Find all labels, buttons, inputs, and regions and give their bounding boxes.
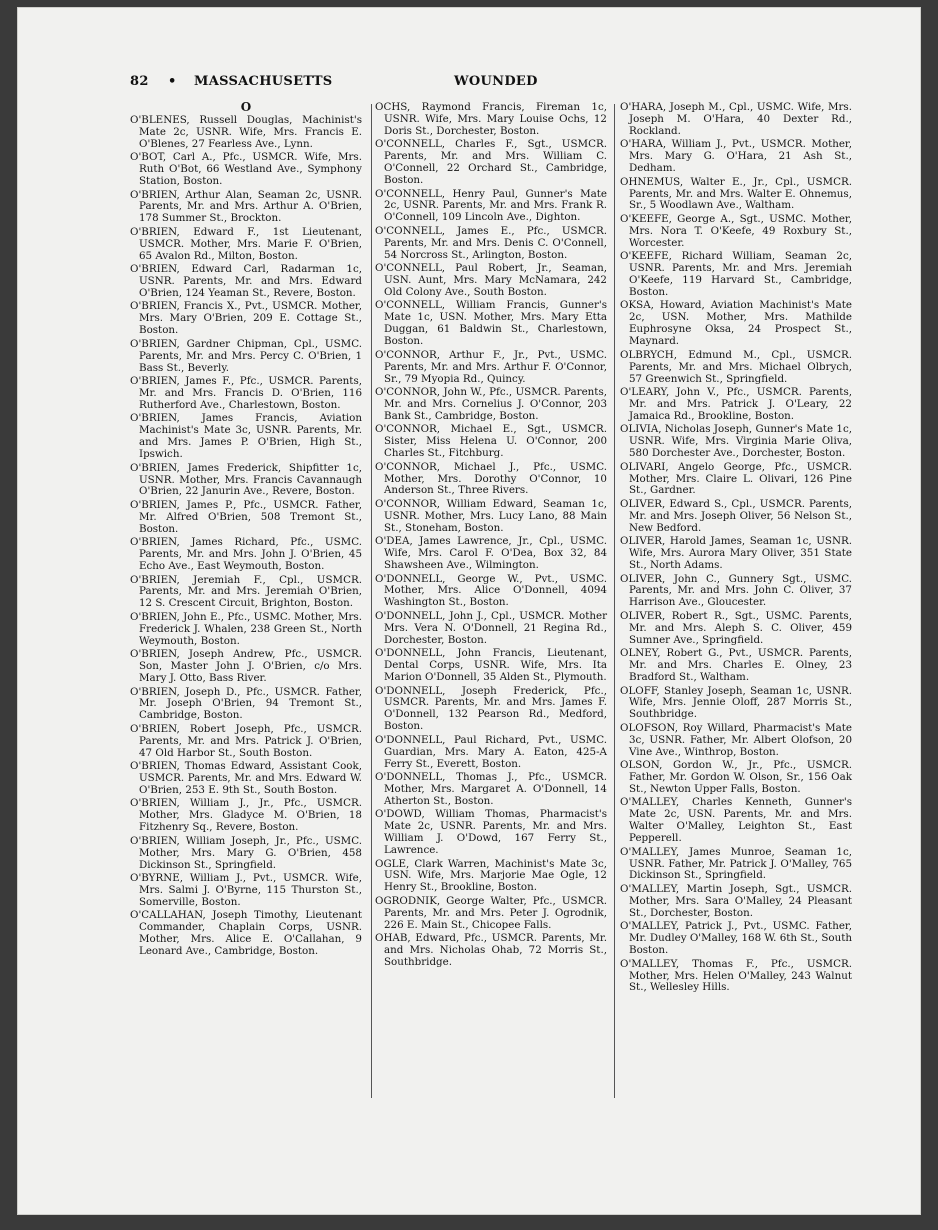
- casualty-entry: O'HARA, William J., Pvt., USMCR. Mother, Mrs. Mary G. O'Hara, 21 Ash St., Dedham.: [620, 138, 852, 175]
- casualty-entry: O'BRIEN, Jeremiah F., Cpl., USMCR. Parents, Mr. and Mrs. Jeremiah O'Brien, 12 S. Crescent Circuit, Brighton, Boston.: [130, 573, 362, 610]
- casualty-entry: O'CONNELL, William Francis, Gunner's Mate 1c, USN. Mother, Mrs. Mary Etta Duggan, 61 Baldwin St., Charlestown, Boston.: [375, 299, 607, 348]
- casualty-entry: OLOFSON, Roy Willard, Pharmacist's Mate 3c, USNR. Father, Mr. Albert Olofson, 20 Vine Ave., Winthrop, Boston.: [620, 721, 852, 758]
- casualty-entry: O'MALLEY, Charles Kenneth, Gunner's Mate 2c, USN. Parents, Mr. and Mrs. Walter O'Malley, Leighton St., East Pepperell.: [620, 796, 852, 845]
- section-letter: O: [240, 100, 252, 114]
- state-heading: MASSACHUSETTS: [194, 74, 333, 89]
- casualty-entry: OLNEY, Robert G., Pvt., USMCR. Parents, Mr. and Mrs. Charles E. Olney, 23 Bradford St., Waltham.: [620, 647, 852, 683]
- casualty-entry: O'BRIEN, Thomas Edward, Assistant Cook, USMCR. Parents, Mr. and Mrs. Edward W. O'Brien, 253 E. 9th St., South Boston.: [130, 760, 362, 796]
- casualty-entry: O'DEA, James Lawrence, Jr., Cpl., USMC. Wife, Mrs. Carol F. O'Dea, Box 32, 84 Shawsheen Ave., Wilmington.: [375, 535, 607, 572]
- casualty-entry: OGRODNIK, George Walter, Pfc., USMCR. Parents, Mr. and Mrs. Peter J. Ogrodnik, 226 E. Main St., Chicopee Falls.: [375, 894, 607, 931]
- column-divider: [371, 104, 372, 1098]
- casualty-entry: O'CONNOR, Arthur F., Jr., Pvt., USMC. Parents, Mr. and Mrs. Arthur F. O'Connor, Sr., 79 Myopia Rd., Quincy.: [375, 348, 607, 385]
- casualty-entry: OGLE, Clark Warren, Machinist's Mate 3c, USN. Wife, Mrs. Marjorie Mae Ogle, 12 Henry St., Brookline, Boston.: [375, 857, 607, 894]
- casualty-entry: O'BYRNE, William J., Pvt., USMCR. Wife, Mrs. Salmi J. O'Byrne, 115 Thurston St., Somerville, Boston.: [130, 872, 362, 908]
- casualty-entry: O'MALLEY, Martin Joseph, Sgt., USMCR. Mother, Mrs. Sara O'Malley, 24 Pleasant St., Dorchester, Boston.: [620, 882, 852, 919]
- casualty-entry: OLBRYCH, Edmund M., Cpl., USMCR. Parents, Mr. and Mrs. Michael Olbrych, 57 Greenwich St., Springfield.: [620, 348, 852, 385]
- casualty-entry: O'BRIEN, Robert Joseph, Pfc., USMCR. Parents, Mr. and Mrs. Patrick J. O'Brien, 47 Old Harbor St., South Boston.: [130, 722, 362, 759]
- casualty-entry: O'BRIEN, Francis X., Pvt., USMCR. Mother, Mrs. Mary O'Brien, 209 E. Cottage St., Boston.: [130, 300, 362, 337]
- casualty-entry: O'KEEFE, Richard William, Seaman 2c, USNR. Parents, Mr. and Mrs. Jeremiah O'Keefe, 119 Harvard St., Cambridge, Boston.: [620, 250, 852, 298]
- casualty-entry: O'DONNELL, John Francis, Lieutenant, Dental Corps, USNR. Wife, Mrs. Ita Marion O'Donnell, 35 Alden St., Plymouth.: [375, 647, 607, 683]
- casualty-entry: O'BRIEN, James P., Pfc., USMCR. Father, Mr. Alfred O'Brien, 508 Tremont St., Boston.: [130, 498, 362, 535]
- casualty-entry: O'DONNELL, George W., Pvt., USMC. Mother, Mrs. Alice O'Donnell, 4094 Washington St., Boston.: [375, 572, 607, 609]
- casualty-entry: O'BLENES, Russell Douglas, Machinist's Mate 2c, USNR. Wife, Mrs. Francis E. O'Blenes, 27 Fearless Ave., Lynn.: [130, 113, 362, 150]
- casualty-entry: OLSON, Gordon W., Jr., Pfc., USMCR. Father, Mr. Gordon W. Olson, Sr., 156 Oak St., Newton Upper Falls, Boston.: [620, 759, 852, 795]
- casualty-entry: O'CALLAHAN, Joseph Timothy, Lieutenant Commander, Chaplain Corps, USNR. Mother, Mrs. Alice E. O'Callahan, 9 Leonard Ave., Cambridge, Boston.: [130, 909, 362, 958]
- document-page: [18, 8, 920, 1214]
- casualty-entry: O'CONNELL, Paul Robert, Jr., Seaman, USN. Aunt, Mrs. Mary McNamara, 242 Old Colony Ave., South Boston.: [375, 262, 607, 298]
- casualty-entry: O'MALLEY, Thomas F., Pfc., USMCR. Mother, Mrs. Helen O'Malley, 243 Walnut St., Wellesley Hills.: [620, 957, 852, 994]
- casualty-entry: O'BRIEN, Edward F., 1st Lieutenant, USMCR. Mother, Mrs. Marie F. O'Brien, 65 Avalon Rd., Milton, Boston.: [130, 225, 362, 262]
- column-3: [620, 102, 852, 996]
- casualty-entry: OLIVIA, Nicholas Joseph, Gunner's Mate 1c, USNR. Wife, Mrs. Virginia Marie Oliva, 580 Dorchester Ave., Dorchester, Boston.: [620, 423, 852, 460]
- casualty-entry: OLOFF, Stanley Joseph, Seaman 1c, USNR. Wife, Mrs. Jennie Oloff, 287 Morris St., Southbridge.: [620, 684, 852, 721]
- casualty-entry: OHAB, Edward, Pfc., USMCR. Parents, Mr. and Mrs. Nicholas Ohab, 72 Morris St., Southbridge.: [375, 932, 607, 968]
- casualty-entry: O'BRIEN, James Francis, Aviation Machinist's Mate 3c, USNR. Parents, Mr. and Mrs. James P. O'Brien, High St., Ipswich.: [130, 412, 362, 461]
- casualty-entry: OKSA, Howard, Aviation Machinist's Mate 2c, USN. Mother, Mrs. Mathilde Euphrosyne Oksa, 24 Prospect St., Maynard.: [620, 299, 852, 348]
- casualty-entry: OCHS, Raymond Francis, Fireman 1c, USNR. Wife, Mrs. Mary Louise Ochs, 12 Doris St., Dorchester, Boston.: [375, 101, 607, 137]
- casualty-entry: O'DONNELL, Thomas J., Pfc., USMCR. Mother, Mrs. Margaret A. O'Donnell, 14 Atherton St., Boston.: [375, 771, 607, 807]
- casualty-entry: O'BRIEN, Arthur Alan, Seaman 2c, USNR. Parents, Mr. and Mrs. Arthur A. O'Brien, 178 Summer St., Brockton.: [130, 188, 362, 225]
- casualty-entry: O'CONNELL, James E., Pfc., USMCR. Parents, Mr. and Mrs. Denis C. O'Connell, 54 Norcross St., Arlington, Boston.: [375, 224, 607, 261]
- casualty-entry: O'BOT, Carl A., Pfc., USMCR. Wife, Mrs. Ruth O'Bot, 66 Westland Ave., Symphony Station, Boston.: [130, 151, 362, 188]
- casualty-entry: O'BRIEN, James Richard, Pfc., USMC. Parents, Mr. and Mrs. John J. O'Brien, 45 Echo Ave., East Weymouth, Boston.: [130, 536, 362, 573]
- page-number: 82: [130, 74, 149, 89]
- section-heading: WOUNDED: [454, 74, 538, 89]
- casualty-entry: O'BRIEN, Joseph Andrew, Pfc., USMCR. Son, Master John J. O'Brien, c/o Mrs. Mary J. Otto, Bass River.: [130, 648, 362, 684]
- casualty-entry: O'BRIEN, Gardner Chipman, Cpl., USMC. Parents, Mr. and Mrs. Percy C. O'Brien, 1 Bass St., Beverly.: [130, 337, 362, 374]
- casualty-entry: O'DONNELL, Joseph Frederick, Pfc., USMCR. Parents, Mr. and Mrs. James F. O'Donnell, 132 Pearson Rd., Medford, Boston.: [375, 684, 607, 733]
- casualty-entry: O'BRIEN, Edward Carl, Radarman 1c, USNR. Parents, Mr. and Mrs. Edward O'Brien, 124 Yeaman St., Revere, Boston.: [130, 263, 362, 299]
- casualty-entry: O'LEARY, John V., Pfc., USMCR. Parents, Mr. and Mrs. Patrick J. O'Leary, 22 Jamaica Rd., Brookline, Boston.: [620, 386, 852, 422]
- casualty-entry: OLIVER, John C., Gunnery Sgt., USMC. Parents, Mr. and Mrs. John C. Oliver, 37 Harrison Ave., Gloucester.: [620, 572, 852, 609]
- casualty-entry: OLIVER, Harold James, Seaman 1c, USNR. Wife, Mrs. Aurora Mary Oliver, 351 State St., North Adams.: [620, 535, 852, 572]
- casualty-entry: O'CONNELL, Charles F., Sgt., USMCR. Parents, Mr. and Mrs. William C. O'Connell, 22 Orchard St., Cambridge, Boston.: [375, 138, 607, 187]
- casualty-entry: O'BRIEN, Joseph D., Pfc., USMCR. Father, Mr. Joseph O'Brien, 94 Tremont St., Cambridge, Boston.: [130, 685, 362, 722]
- casualty-entry: O'CONNOR, John W., Pfc., USMCR. Parents, Mr. and Mrs. Cornelius J. O'Connor, 203 Bank St., Cambridge, Boston.: [375, 386, 607, 422]
- casualty-entry: OHNEMUS, Walter E., Jr., Cpl., USMCR. Parents, Mr. and Mrs. Walter E. Ohnemus, Sr., 5 Woodlawn Ave., Waltham.: [620, 175, 852, 212]
- casualty-entry: O'MALLEY, James Munroe, Seaman 1c, USNR. Father, Mr. Patrick J. O'Malley, 765 Dickinson St., Springfield.: [620, 845, 852, 882]
- casualty-entry: O'BRIEN, James F., Pfc., USMCR. Parents, Mr. and Mrs. Francis D. O'Brien, 116 Rutherford Ave., Charlestown, Boston.: [130, 375, 362, 411]
- casualty-entry: O'BRIEN, William Joseph, Jr., Pfc., USMC. Mother, Mrs. Mary G. O'Brien, 458 Dickinson St., Springfield.: [130, 834, 362, 871]
- casualty-entry: OLIVER, Robert R., Sgt., USMC. Parents, Mr. and Mrs. Aleph S. C. Oliver, 459 Sumner Ave., Springfield.: [620, 609, 852, 646]
- casualty-entry: OLIVER, Edward S., Cpl., USMCR. Parents, Mr. and Mrs. Joseph Oliver, 56 Nelson St., New Bedford.: [620, 497, 852, 534]
- casualty-entry: O'CONNELL, Henry Paul, Gunner's Mate 2c, USNR. Parents, Mr. and Mrs. Frank R. O'Connell, 109 Lincoln Ave., Dighton.: [375, 187, 607, 224]
- casualty-entry: O'BRIEN, John E., Pfc., USMC. Mother, Mrs. Frederick J. Whalen, 238 Green St., North Weymouth, Boston.: [130, 610, 362, 647]
- casualty-entry: OLIVARI, Angelo George, Pfc., USMCR. Mother, Mrs. Claire L. Olivari, 126 Pine St., Gardner.: [620, 460, 852, 497]
- casualty-entry: O'BRIEN, William J., Jr., Pfc., USMCR. Mother, Mrs. Gladyce M. O'Brien, 18 Fitzhenry Sq., Revere, Boston.: [130, 797, 362, 834]
- casualty-entry: O'HARA, Joseph M., Cpl., USMC. Wife, Mrs. Joseph M. O'Hara, 40 Dexter Rd., Rockland.: [620, 101, 852, 137]
- header-bullet: •: [168, 74, 177, 89]
- casualty-entry: O'DONNELL, Paul Richard, Pvt., USMC. Guardian, Mrs. Mary A. Eaton, 425-A Ferry St., Everett, Boston.: [375, 733, 607, 770]
- casualty-entry: O'BRIEN, James Frederick, Shipfitter 1c, USNR. Mother, Mrs. Francis Cavannaugh O'Brien, 22 Janurin Ave., Revere, Boston.: [130, 461, 362, 498]
- casualty-entry: O'CONNOR, Michael J., Pfc., USMC. Mother, Mrs. Dorothy O'Connor, 10 Anderson St., Three Rivers.: [375, 460, 607, 497]
- column-2: [375, 102, 607, 971]
- casualty-entry: O'CONNOR, Michael E., Sgt., USMCR. Sister, Miss Helena U. O'Connor, 200 Charles St., Fitchburg.: [375, 423, 607, 460]
- column-1: [130, 102, 362, 960]
- casualty-entry: O'DONNELL, John J., Cpl., USMCR. Mother Mrs. Vera N. O'Donnell, 21 Regina Rd., Dorchester, Boston.: [375, 609, 607, 646]
- casualty-entry: O'CONNOR, William Edward, Seaman 1c, USNR. Mother, Mrs. Lucy Lano, 88 Main St., Stoneham, Boston.: [375, 497, 607, 534]
- casualty-entry: O'MALLEY, Patrick J., Pvt., USMC. Father, Mr. Dudley O'Malley, 168 W. 6th St., South Boston.: [620, 920, 852, 957]
- casualty-entry: O'DOWD, William Thomas, Pharmacist's Mate 2c, USNR. Parents, Mr. and Mrs. William J. O'Dowd, 167 Ferry St., Lawrence.: [375, 808, 607, 857]
- casualty-entry: O'KEEFE, George A., Sgt., USMC. Mother, Mrs. Nora T. O'Keefe, 49 Roxbury St., Worcester.: [620, 212, 852, 249]
- column-divider: [614, 104, 615, 1098]
